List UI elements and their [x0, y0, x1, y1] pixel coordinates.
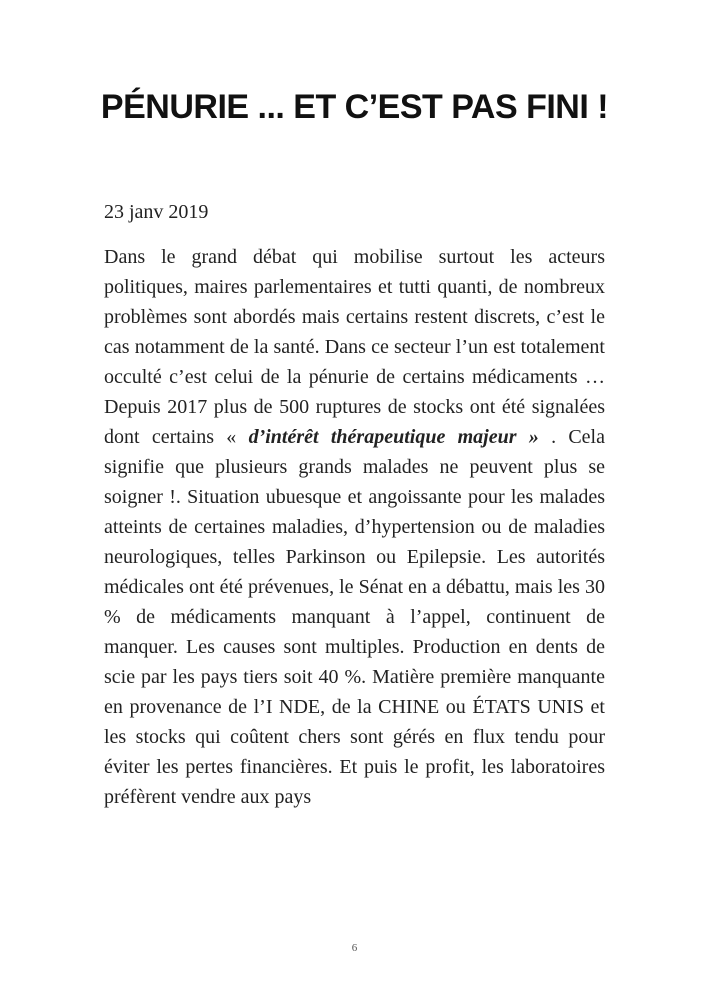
article-title: PÉNURIE ... ET C’EST PAS FINI !: [100, 88, 609, 126]
article-date: 23 janv 2019: [104, 201, 209, 223]
body-quote: d’intérêt thérapeutique majeur »: [236, 426, 552, 448]
body-text-after-quote: . Cela signifie que plusieurs grands malades ne peuvent plus se soigner !. Situation ubuesque et angoissante pour les malades atteints de certaines maladies, d’hypertension ou de maladies neurologiques, telles Parkinson ou Epilepsie. Les autorités médicales ont été prévenues, le Sénat en a débattu, mais les 30 % de médicaments manquant à l’appel, continuent de manquer. Les causes sont multiples. Production en dents de scie par les pays tiers soit 40 %. Matière première manquante en provenance de l’I NDE, de la CHINE ou ÉTATS UNIS et les stocks qui coûtent chers sont gérés en flux tendu pour éviter les pertes financières. Et puis le profit, les laboratoires préfèrent vendre aux pays: [104, 426, 605, 808]
article-body: [104, 242, 605, 812]
page-number: 6: [351, 942, 358, 954]
body-text-before-quote: Dans le grand débat qui mobilise surtout les acteurs politiques, maires parlementaires et tutti quanti, de nombreux problèmes sont abordés mais certains restent discrets, c’est le cas notamment de la santé. Dans ce secteur l’un est totalement occulté c’est celui de la pénurie de certains médicaments … Depuis 2017 plus de 500 ruptures de stocks ont été signalées dont certains «: [104, 246, 605, 448]
